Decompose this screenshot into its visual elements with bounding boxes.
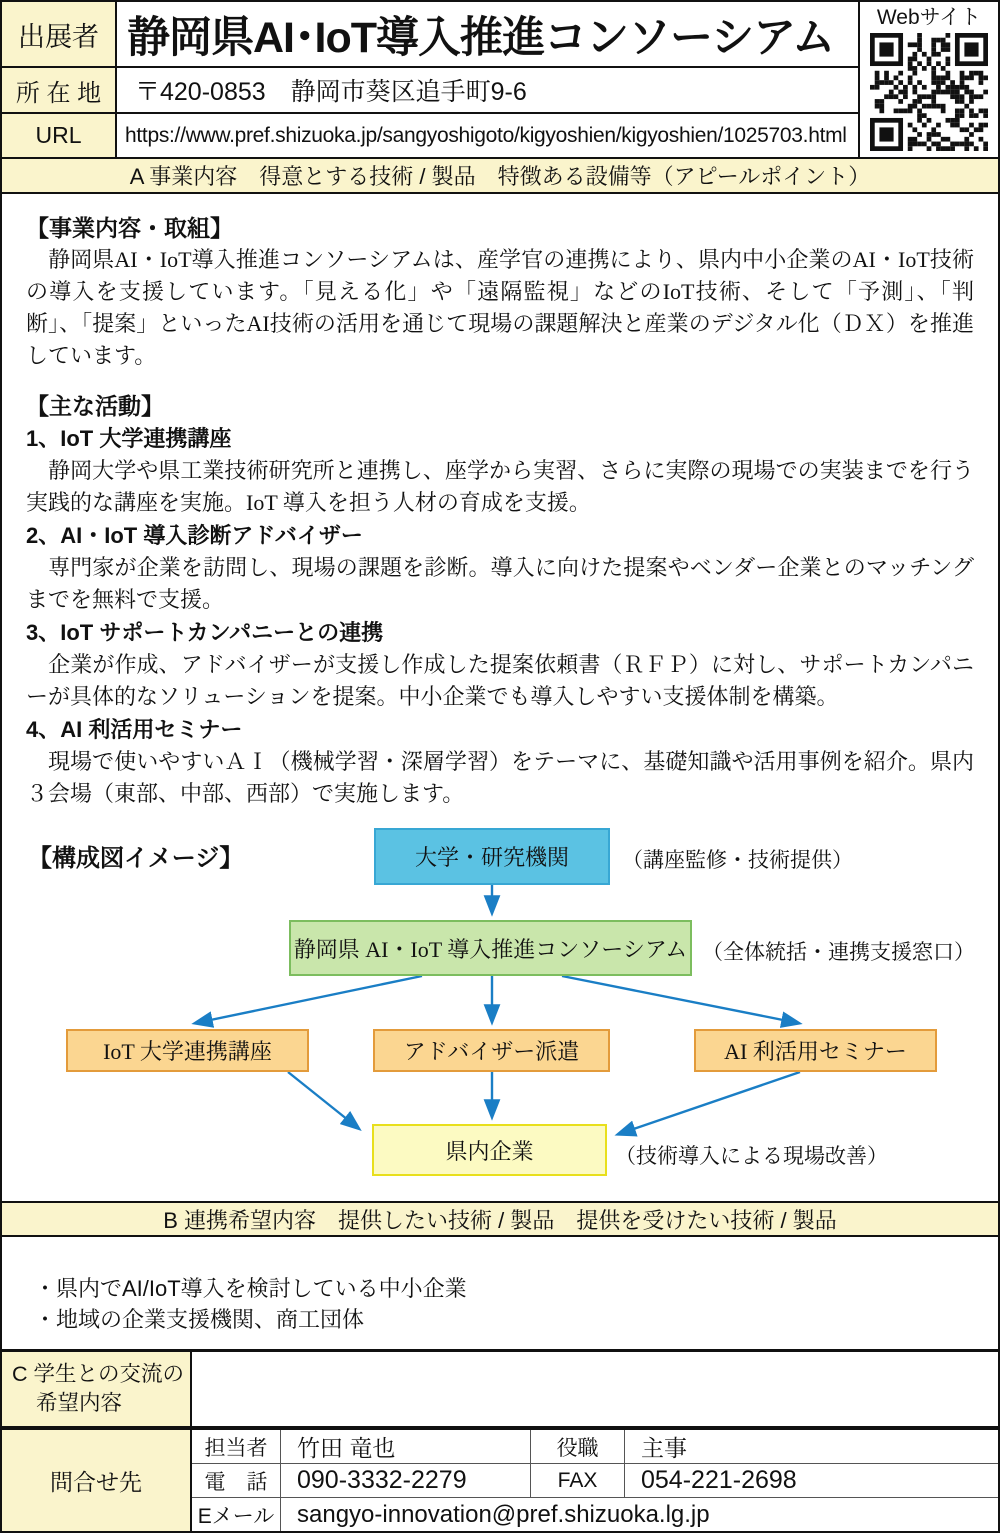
contact-person-label: 担当者 — [192, 1430, 281, 1464]
contact-fax-value: 054-221-2698 — [625, 1464, 998, 1498]
website-label: Webサイト — [876, 6, 982, 29]
section-b-header: B 連携希望内容 提供したい技術 / 製品 提供を受けたい技術 / 製品 — [2, 1203, 998, 1237]
section-c-content — [192, 1352, 998, 1426]
activity-text: 専門家が企業を訪問し、現場の課題を診断。導入に向けた提案やベンダー企業とのマッチングまでを無料で支援。 — [26, 555, 974, 612]
section-c-label: C 学生との交流の 希望内容 — [2, 1352, 192, 1426]
section-a-text — [2, 194, 998, 810]
diagram-box-course: IoT 大学連携講座 — [66, 1029, 309, 1072]
business-heading: 【事業内容・取組】 — [26, 215, 233, 241]
diagram-box-university: 大学・研究機関 — [374, 828, 610, 885]
diagram-note-companies: （技術導入による現場改善） — [615, 1144, 888, 1168]
exhibitor-label: 出展者 — [2, 2, 117, 66]
structure-diagram — [2, 810, 998, 1203]
contact-phone-value: 090-3332-2279 — [281, 1464, 531, 1498]
activities-heading: 【主な活動】 — [26, 393, 164, 419]
diagram-box-companies: 県内企業 — [372, 1124, 607, 1176]
diagram-note-university: （講座監修・技術提供） — [622, 848, 853, 872]
contact-label: 問合せ先 — [2, 1430, 192, 1531]
address-label: 所 在 地 — [2, 66, 117, 112]
activity-text: 現場で使いやすいＡＩ（機械学習・深層学習）をテーマに、基礎知識や活用事例を紹介。県内３会場（東部、中部、西部）で実施します。 — [26, 749, 974, 806]
contact-table — [192, 1430, 998, 1531]
contact-role-value: 主事 — [625, 1430, 998, 1464]
exhibitor-name: 静岡県AI･IoT導入推進コンソーシアム — [127, 13, 835, 62]
activity-title: 3、IoT サポートカンパニーとの連携 — [26, 620, 384, 645]
section-a-body — [2, 194, 998, 1203]
activity-text: 企業が作成、アドバイザーが支援し作成した提案依頼書（ＲＦＰ）に対し、サポートカンパニーが具体的なソリューションを提案。中小企業でも導入しやすい支援体制を構築。 — [26, 652, 974, 709]
header — [2, 2, 998, 159]
activity-title: 1、IoT 大学連携講座 — [26, 426, 232, 451]
contact-phone-label: 電 話 — [192, 1464, 281, 1498]
activity-text: 静岡大学や県工業技術研究所と連携し、座学から実習、さらに実際の現場での実装までを行う実践的な講座を実施。IoT 導入を担う人材の育成を支援。 — [26, 458, 974, 515]
url-label: URL — [2, 112, 117, 157]
contact-section — [2, 1430, 998, 1531]
website-qr-cell — [858, 2, 998, 157]
contact-email-label: Eメール — [192, 1498, 281, 1531]
section-a-header: A 事業内容 得意とする技術 / 製品 特徴ある設備等（アピールポイント） — [2, 159, 998, 194]
contact-role-label: 役職 — [531, 1430, 625, 1464]
diagram-box-advisor: アドバイザー派遣 — [373, 1029, 610, 1072]
address-value: 〒420-0853 静岡市葵区追手町9-6 — [117, 66, 858, 112]
section-b-item: ・地域の企業支援機関、商工団体 — [34, 1307, 365, 1332]
contact-fax-label: FAX — [531, 1464, 625, 1498]
contact-email-value: sangyo-innovation@pref.shizuoka.lg.jp — [297, 1500, 710, 1528]
activity-title: 2、AI・IoT 導入診断アドバイザー — [26, 523, 363, 548]
diagram-box-consortium: 静岡県 AI・IoT 導入推進コンソーシアム — [289, 920, 692, 976]
business-text: 静岡県AI・IoT導入推進コンソーシアムは、産学官の連携により、県内中小企業のAI・IoT技術の導入を支援しています。「見える化」や「遠隔監視」などのIoT技術、そして「予測」、「判断」、「提案」といったAI技術の活用を通じて現場の課題解決と産業のデジタル化（ＤＸ）を推進しています。 — [26, 247, 974, 368]
diagram-box-seminar: AI 利活用セミナー — [694, 1029, 937, 1072]
section-c — [2, 1352, 998, 1430]
activity-title: 4、AI 利活用セミナー — [26, 717, 243, 742]
qr-code-icon — [870, 33, 988, 151]
contact-person-value: 竹田 竜也 — [281, 1430, 531, 1464]
section-b-body — [2, 1237, 998, 1352]
diagram-note-consortium: （全体統括・連携支援窓口） — [702, 940, 975, 964]
url-value: https://www.pref.shizuoka.jp/sangyoshigoto/kigyoshien/kigyoshien/1025703.html — [117, 112, 858, 157]
section-b-item: ・県内でAI/IoT導入を検討している中小企業 — [34, 1276, 467, 1301]
diagram-heading: 【構成図イメージ】 — [28, 845, 244, 872]
